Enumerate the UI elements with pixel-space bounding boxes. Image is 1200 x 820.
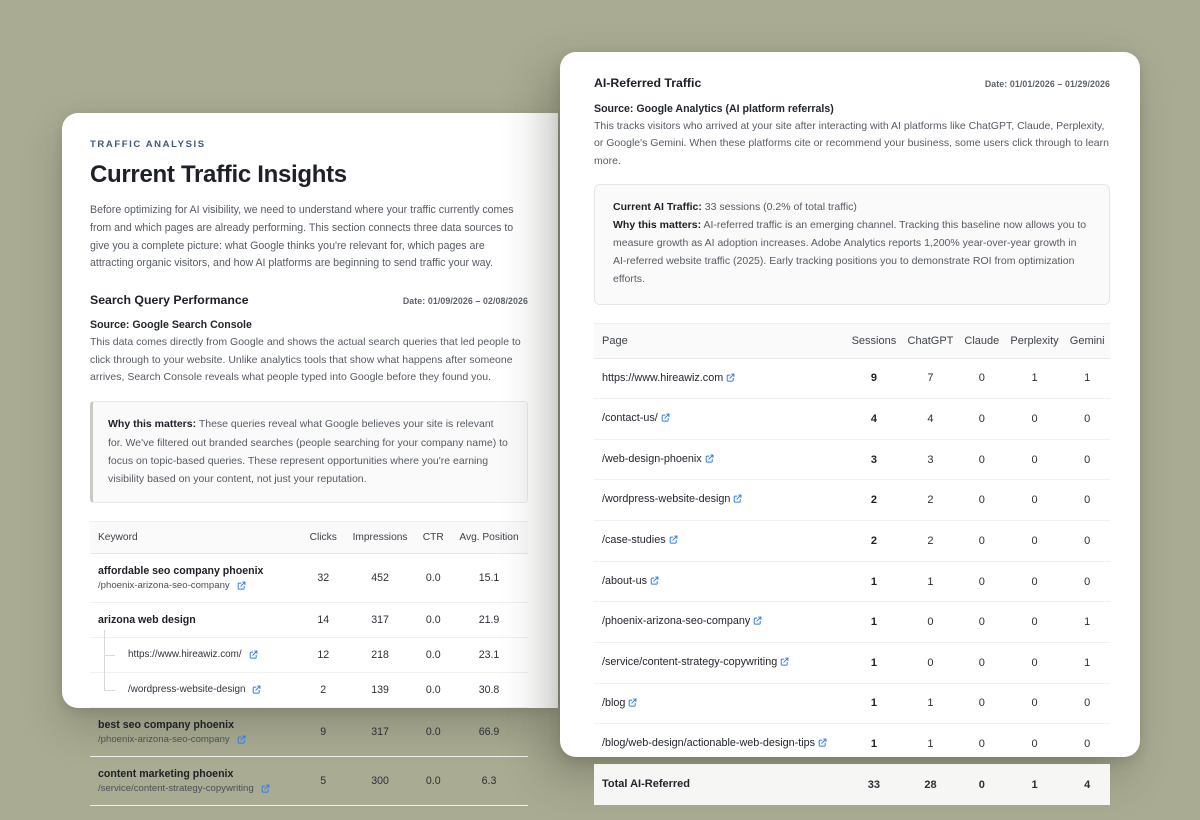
sessions-cell: 2 (846, 521, 902, 562)
ctr-cell: 0.0 (417, 637, 451, 672)
column-header-clicks: Clicks (303, 521, 344, 553)
sub-keyword-label: https://www.hireawiz.com/ (128, 649, 299, 660)
keyword-path: /service/content-strategy-copywriting (98, 783, 299, 794)
claude-cell: 0 (959, 602, 1005, 643)
table-row (594, 642, 1110, 683)
total-claude: 0 (959, 764, 1005, 804)
page-cell (594, 439, 846, 480)
ai-table-header-row (594, 323, 1110, 358)
claude-cell: 0 (959, 521, 1005, 562)
sessions-cell: 3 (846, 439, 902, 480)
ai-source-title: Source: Google Analytics (AI platform referrals) (594, 103, 834, 115)
clicks-cell: 32 (303, 553, 344, 602)
external-link-icon[interactable] (661, 413, 670, 422)
gemini-cell: 0 (1064, 439, 1110, 480)
ai-callout-text: AI-referred traffic is an emerging channel. Tracking this baseline now allows you to measure growth as AI adoption increases. Adobe Analytics reports 1,200% year-over-year growth in AI-referred website traffic (2025). Early tracking positions you to demonstrate ROI from optimization efforts. (613, 219, 1087, 286)
gemini-cell: 0 (1064, 399, 1110, 440)
avg-position-cell: 30.8 (450, 672, 528, 707)
perplexity-cell: 0 (1005, 642, 1065, 683)
keyword-path: /phoenix-arizona-seo-company (98, 580, 299, 591)
external-link-icon[interactable] (705, 454, 714, 463)
total-gemini: 4 (1064, 764, 1110, 804)
column-header-page: Page (594, 323, 846, 358)
column-header-sessions: Sessions (846, 323, 902, 358)
traffic-insights-card (62, 113, 558, 794)
impressions-cell: 139 (344, 672, 417, 707)
column-header-perplexity: Perplexity (1005, 323, 1065, 358)
claude-cell: 0 (959, 561, 1005, 602)
gemini-cell: 1 (1064, 358, 1110, 399)
ai-date-range-label: Date: 01/01/2026 – 01/29/2026 (984, 79, 1110, 89)
chatgpt-cell: 1 (902, 724, 959, 765)
total-sessions: 33 (846, 764, 902, 804)
ai-source-description: This tracks visitors who arrived at your site after interacting with AI platforms like ChatGPT, Claude, Perplexity, or Google's Gemini. When these platforms cite or recommend your business, some users click through to learn more. (594, 120, 1109, 167)
ai-section-header (594, 76, 1110, 90)
column-header-avg-position: Avg. Position (450, 521, 528, 553)
table-row (594, 399, 1110, 440)
perplexity-cell: 0 (1005, 724, 1065, 765)
table-row (90, 756, 528, 805)
external-link-icon[interactable] (237, 581, 246, 590)
claude-cell: 0 (959, 642, 1005, 683)
impressions-cell: 452 (344, 553, 417, 602)
ctr-cell: 0.0 (417, 756, 451, 805)
table-row (90, 602, 528, 637)
section-title: Search Query Performance (90, 293, 249, 308)
table-row (594, 480, 1110, 521)
page-label: /blog/web-design/actionable-web-design-tips (602, 737, 816, 750)
ctr-cell: 0.0 (417, 707, 451, 756)
keyword-label: arizona web design (98, 613, 196, 626)
keyword-label: content marketing phoenix (98, 767, 234, 780)
perplexity-cell: 1 (1005, 358, 1065, 399)
chatgpt-cell: 2 (902, 521, 959, 562)
source-title: Source: Google Search Console (90, 319, 252, 332)
column-header-chatgpt: ChatGPT (902, 323, 959, 358)
avg-position-cell: 15.1 (450, 553, 528, 602)
page-cell (594, 683, 846, 724)
keyword-cell (90, 756, 303, 805)
table-header-row (90, 521, 528, 553)
page-label: /about-us (602, 574, 648, 587)
gemini-cell: 1 (1064, 642, 1110, 683)
perplexity-cell: 0 (1005, 521, 1065, 562)
claude-cell: 0 (959, 480, 1005, 521)
page-cell (594, 561, 846, 602)
sessions-cell: 4 (846, 399, 902, 440)
table-row (594, 521, 1110, 562)
page-label: /phoenix-arizona-seo-company (602, 615, 751, 628)
table-row (594, 358, 1110, 399)
perplexity-cell: 0 (1005, 439, 1065, 480)
keyword-cell (90, 553, 303, 602)
table-row (594, 561, 1110, 602)
page-cell (594, 724, 846, 765)
eyebrow-label: TRAFFIC ANALYSIS (90, 139, 206, 150)
page-label: /service/content-strategy-copywriting (602, 655, 778, 668)
external-link-icon[interactable] (669, 535, 678, 544)
chatgpt-cell: 1 (902, 683, 959, 724)
external-link-icon[interactable] (650, 576, 659, 585)
page-label: /web-design-phoenix (602, 452, 702, 465)
callout-label: Why this matters: (108, 418, 197, 431)
column-header-gemini: Gemini (1064, 323, 1110, 358)
claude-cell: 0 (959, 439, 1005, 480)
perplexity-cell: 0 (1005, 602, 1065, 643)
table-row (90, 672, 528, 707)
keyword-path: /phoenix-arizona-seo-company (98, 734, 299, 745)
impressions-cell: 218 (344, 637, 417, 672)
search-query-section-header (90, 293, 528, 307)
external-link-icon[interactable] (753, 616, 762, 625)
table-row (594, 724, 1110, 765)
chatgpt-cell: 0 (902, 642, 959, 683)
impressions-cell: 317 (344, 707, 417, 756)
keyword-cell (90, 602, 303, 637)
chatgpt-cell: 7 (902, 358, 959, 399)
intro-paragraph: Before optimizing for AI visibility, we need to understand where your traffic currently comes from and which pages are already performing. This section connects three data sources to give you a complete picture: what Google thinks you're relevant for, which pages are attracting organic visitors, and how AI platforms are beginning to send traffic your way. (90, 204, 514, 270)
table-row (594, 439, 1110, 480)
perplexity-cell: 0 (1005, 561, 1065, 602)
page-cell (594, 480, 846, 521)
total-row (594, 764, 1110, 804)
claude-cell: 0 (959, 683, 1005, 724)
source-description: This data comes directly from Google and shows the actual search queries that led people to click through to your website. Unlike analytics tools that show what happens after someone arrives, Search Console reveals what people typed into Google before they found you. (90, 336, 521, 384)
column-header-keyword: Keyword (90, 521, 303, 553)
ai-referral-table (594, 323, 1110, 805)
search-query-table (90, 521, 528, 806)
keyword-cell (90, 672, 303, 707)
page-cell (594, 642, 846, 683)
claude-cell: 0 (959, 724, 1005, 765)
total-label: Total AI-Referred (594, 764, 846, 804)
total-chatgpt: 28 (902, 764, 959, 804)
sessions-cell: 1 (846, 561, 902, 602)
chatgpt-cell: 3 (902, 439, 959, 480)
keyword-cell (90, 707, 303, 756)
page-cell (594, 358, 846, 399)
current-ai-traffic-label: Current AI Traffic: (613, 201, 702, 214)
clicks-cell: 9 (303, 707, 344, 756)
chatgpt-cell: 1 (902, 561, 959, 602)
sessions-cell: 1 (846, 724, 902, 765)
external-link-icon[interactable] (818, 738, 827, 747)
table-row (90, 553, 528, 602)
column-header-impressions: Impressions (344, 521, 417, 553)
clicks-cell: 12 (303, 637, 344, 672)
external-link-icon[interactable] (237, 735, 246, 744)
page-title: Current Traffic Insights (90, 161, 347, 188)
table-row (90, 707, 528, 756)
gemini-cell: 0 (1064, 724, 1110, 765)
current-ai-traffic-line (613, 198, 1091, 216)
sessions-cell: 1 (846, 642, 902, 683)
ai-callout-label: Why this matters: (613, 219, 702, 232)
ai-section-title: AI-Referred Traffic (594, 76, 702, 90)
column-header-ctr: CTR (417, 521, 451, 553)
chatgpt-cell: 0 (902, 602, 959, 643)
external-link-icon[interactable] (261, 784, 270, 793)
external-link-icon[interactable] (252, 685, 261, 694)
avg-position-cell: 21.9 (450, 602, 528, 637)
gemini-cell: 0 (1064, 480, 1110, 521)
claude-cell: 0 (959, 358, 1005, 399)
gemini-cell: 0 (1064, 561, 1110, 602)
perplexity-cell: 0 (1005, 480, 1065, 521)
impressions-cell: 317 (344, 602, 417, 637)
external-link-icon[interactable] (780, 657, 789, 666)
keyword-label: best seo company phoenix (98, 718, 234, 731)
external-link-icon[interactable] (733, 494, 742, 503)
column-header-claude: Claude (959, 323, 1005, 358)
sessions-cell: 1 (846, 602, 902, 643)
page-cell (594, 399, 846, 440)
perplexity-cell: 0 (1005, 683, 1065, 724)
table-row (594, 683, 1110, 724)
page-cell (594, 602, 846, 643)
chatgpt-cell: 2 (902, 480, 959, 521)
external-link-icon[interactable] (249, 650, 258, 659)
gemini-cell: 1 (1064, 602, 1110, 643)
why-this-matters-callout (90, 401, 528, 502)
sub-keyword-label: /wordpress-website-design (128, 684, 299, 695)
clicks-cell: 14 (303, 602, 344, 637)
date-range-label: Date: 01/09/2026 – 02/08/2026 (402, 296, 528, 307)
total-perplexity: 1 (1005, 764, 1065, 804)
chatgpt-cell: 4 (902, 399, 959, 440)
gemini-cell: 0 (1064, 683, 1110, 724)
claude-cell: 0 (959, 399, 1005, 440)
ctr-cell: 0.0 (417, 553, 451, 602)
keyword-cell (90, 637, 303, 672)
avg-position-cell: 23.1 (450, 637, 528, 672)
page-label: /wordpress-website-design (602, 493, 731, 506)
avg-position-cell: 66.9 (450, 707, 528, 756)
ctr-cell: 0.0 (417, 672, 451, 707)
page-label: /contact-us/ (602, 412, 658, 425)
clicks-cell: 5 (303, 756, 344, 805)
callout-text: These queries reveal what Google believes your site is relevant for. We've filtered out branded searches (people searching for your company name) to focus on topic-based queries. These represent opportunities where you're earning visibility based on your content, not just your reputation. (108, 418, 508, 485)
ai-traffic-callout (594, 184, 1110, 304)
gemini-cell: 0 (1064, 521, 1110, 562)
page-label: /case-studies (602, 534, 666, 547)
clicks-cell: 2 (303, 672, 344, 707)
sessions-cell: 1 (846, 683, 902, 724)
page-label: https://www.hireawiz.com (602, 371, 724, 384)
table-row (90, 637, 528, 672)
page-cell (594, 521, 846, 562)
table-row (594, 602, 1110, 643)
sessions-cell: 2 (846, 480, 902, 521)
external-link-icon[interactable] (726, 373, 735, 382)
external-link-icon[interactable] (628, 698, 637, 707)
keyword-label: affordable seo company phoenix (98, 564, 264, 577)
ai-referred-traffic-card (560, 52, 1140, 791)
sessions-cell: 9 (846, 358, 902, 399)
ctr-cell: 0.0 (417, 602, 451, 637)
avg-position-cell: 6.3 (450, 756, 528, 805)
page-label: /blog (602, 696, 626, 709)
impressions-cell: 300 (344, 756, 417, 805)
perplexity-cell: 0 (1005, 399, 1065, 440)
current-ai-traffic-value: 33 sessions (0.2% of total traffic) (701, 201, 857, 214)
